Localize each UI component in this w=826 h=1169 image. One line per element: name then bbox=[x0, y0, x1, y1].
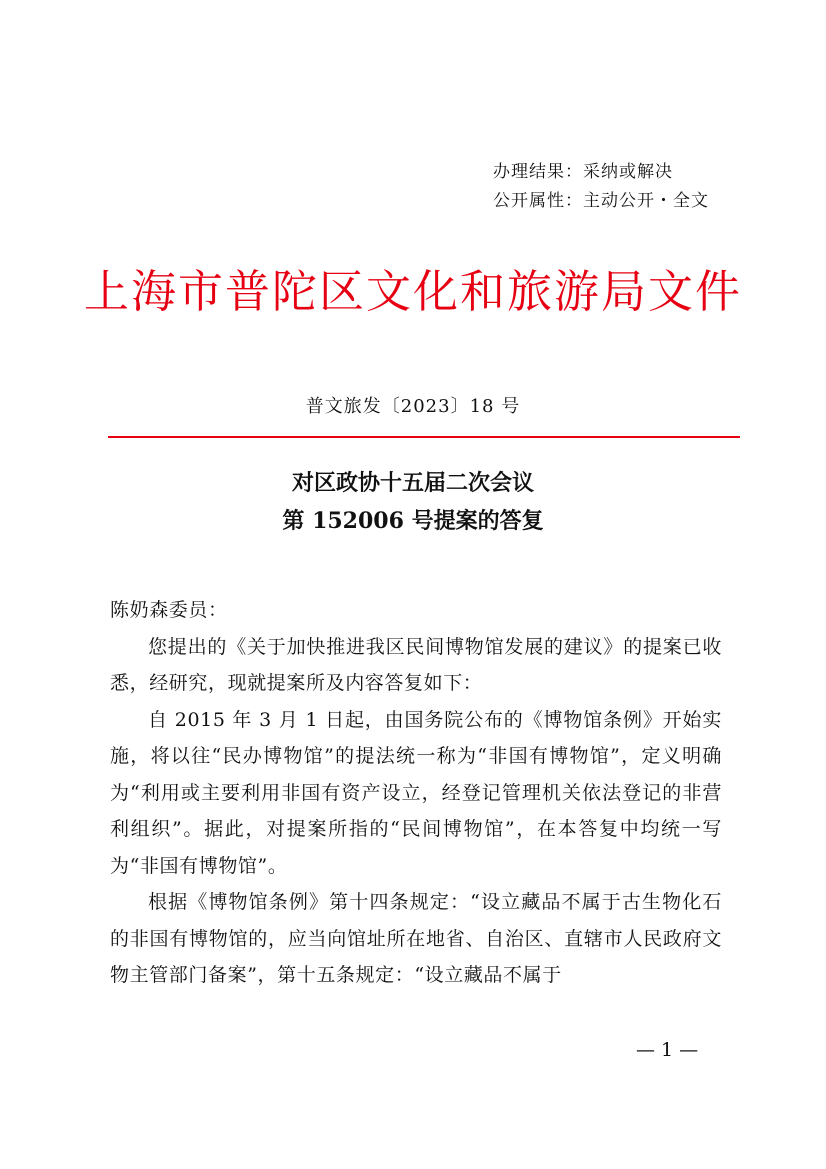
title-line-1: 对区政协十五届二次会议 bbox=[291, 470, 534, 496]
red-divider bbox=[108, 436, 740, 438]
agency-header: 上海市普陀区文化和旅游局文件 bbox=[83, 265, 742, 318]
disclosure-meta bbox=[493, 158, 709, 216]
title-line-2: 第 152006 号提案的答复 bbox=[282, 508, 544, 534]
salutation: 陈奶森委员： bbox=[110, 599, 228, 621]
paragraph: 自 2015 年 3 月 1 日起，由国务院公布的《博物馆条例》开始实施，将以往“民办博物馆”的提法统一称为“非国有博物馆”，定义明确为“利用或主要利用非国有资产设立，经登记管理机关依法登记的非营利组织”。据此，对提案所指的“民间博物馆”，在本答复中均统一写为“非国有博物馆”。 bbox=[110, 708, 722, 877]
disclosure-attribute: 公开属性：主动公开・全文 bbox=[493, 191, 709, 211]
document-number: 普文旅发〔2023〕18 号 bbox=[305, 396, 521, 417]
handling-result: 办理结果：采纳或解决 bbox=[493, 162, 673, 182]
document-title bbox=[0, 464, 826, 540]
paragraph: 您提出的《关于加快推进我区民间博物馆发展的建议》的提案已收悉，经研究，现就提案所及内容答复如下： bbox=[110, 635, 722, 694]
document-body bbox=[110, 592, 722, 994]
page-number: — 1 — bbox=[636, 1039, 699, 1061]
paragraph: 根据《博物馆条例》第十四条规定：“设立藏品不属于古生物化石的非国有博物馆的，应当向馆址所在地省、自治区、直辖市人民政府文物主管部门备案”，第十五条规定：“设立藏品不属于 bbox=[110, 891, 722, 986]
